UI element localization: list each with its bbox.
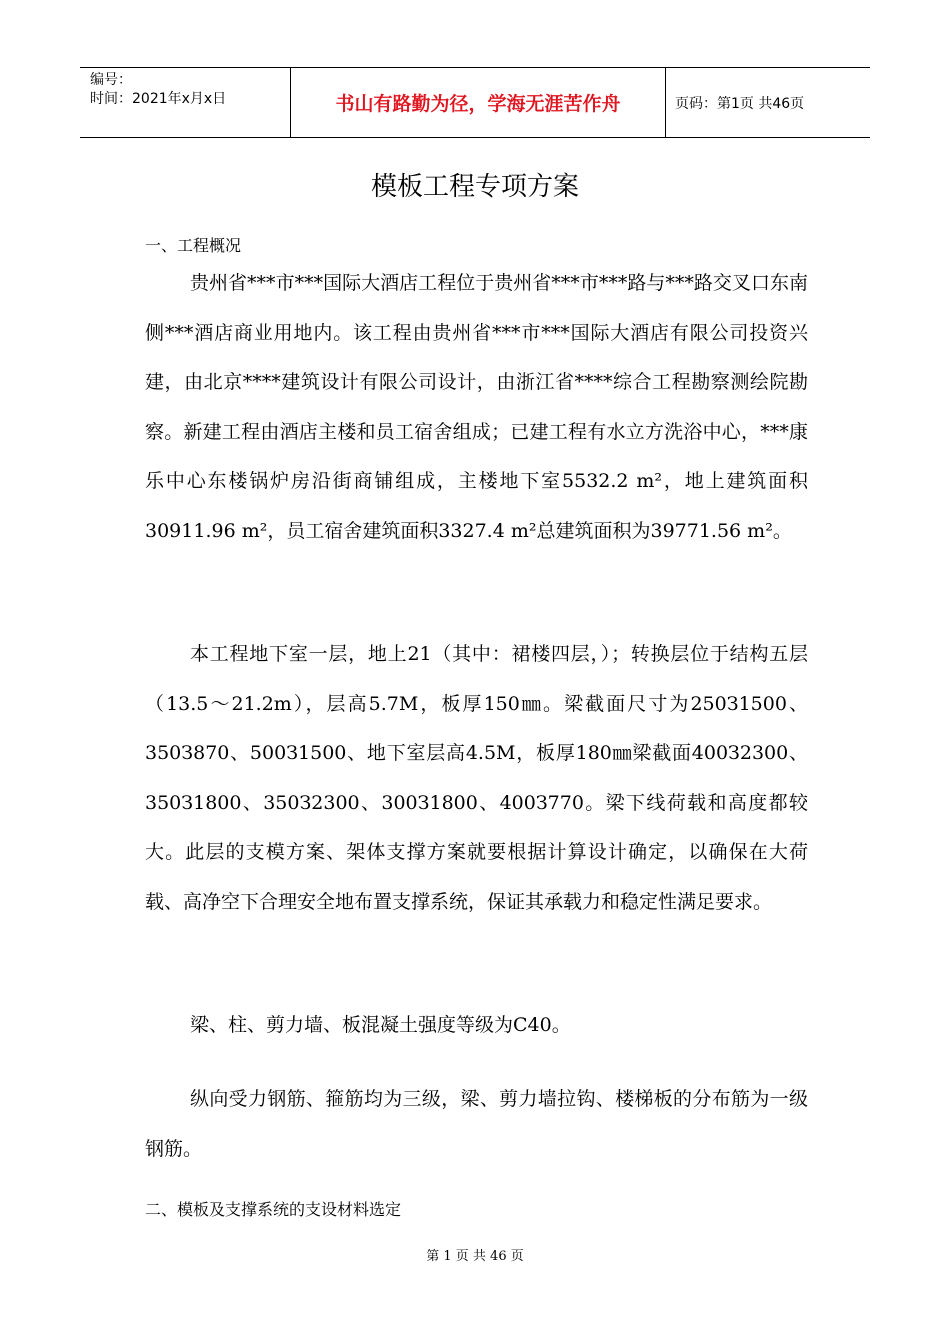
paragraph-project-location: 贵州省***市***国际大酒店工程位于贵州省***市***路与***路交叉口东南侧***酒店商业用地内。该工程由贵州省***市***国际大酒店有限公司投资兴建，由北京****建筑设计有限公司设计，由浙江省****综合工程勘察测绘院勘察。新建工程由酒店主楼和员工宿舍组成；已建工程有水立方洗浴中心，***康乐中心东楼锅炉房沿街商铺组成，主楼地下室5532.2 m²，地上建筑面积30911.96 m²，员工宿舍建筑面积3327.4 m²总建筑面积为39771.56 m²。 [145, 272, 808, 542]
document-title: 模板工程专项方案 [370, 172, 579, 202]
document-number-label: 编号： [90, 72, 132, 88]
page-header [80, 67, 870, 138]
header-motto: 书山有路勤为径，学海无涯苦作舟 [290, 68, 666, 137]
page-footer: 第 1 页 共 46 页 [426, 1249, 524, 1264]
section-heading-overview: 一、工程概况 [145, 236, 242, 255]
document-date: 时间：2021年x月x日 [90, 91, 227, 107]
paragraph-structure: 本工程地下室一层，地上21（其中：裙楼四层，）；转换层位于结构五层（13.5～21.2m），层高5.7M，板厚150㎜。梁截面尺寸为250З1500、350З870、500З1500、地下室层高4.5M，板厚180㎜梁截面400З2300、350З1800、350З2300、300З1800、400З770。梁下线荷载和高度都较大。此层的支模方案、架体支撑方案就要根据计算设计确定，以确保在大荷载、高净空下合理安全地布置支撑系统，保证其承载力和稳定性满足要求。 [145, 643, 808, 913]
header-meta [80, 68, 290, 137]
paragraph-concrete-grade: 梁、柱、剪力墙、板混凝土强度等级为C40。 [190, 1014, 571, 1036]
paragraph-rebar: 纵向受力钢筋、箍筋均为三级，梁、剪力墙拉钩、楼梯板的分布筋为一级钢筋。 [145, 1088, 808, 1160]
section-heading-materials: 二、模板及支撑系统的支设材料选定 [145, 1200, 402, 1219]
header-page-info: 页码：第1页 共46页 [675, 95, 805, 112]
